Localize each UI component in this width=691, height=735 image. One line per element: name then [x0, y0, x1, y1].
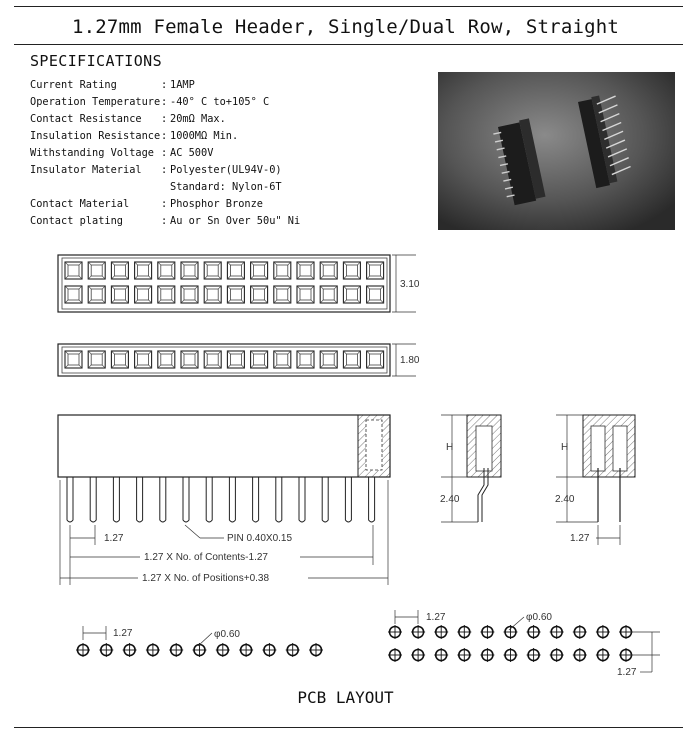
contact-cell	[135, 262, 152, 279]
contact-cell	[88, 286, 105, 303]
front-pin	[137, 477, 143, 522]
pcb-dual-hole-label: φ0.60	[526, 612, 552, 623]
pcb-hole	[434, 625, 448, 639]
dual-side-pitch-label: 1.27	[570, 533, 590, 544]
front-pin	[113, 477, 119, 522]
spec-colon: :	[161, 164, 168, 176]
contact-cell	[274, 262, 291, 279]
spec-label: Contact Resistance	[30, 113, 142, 125]
spec-value: 1000MΩ Min.	[170, 130, 239, 142]
pcb-hole	[527, 625, 541, 639]
single-row-top-view	[58, 344, 420, 376]
pcb-dual-pitch-label: 1.27	[426, 612, 446, 623]
front-pin	[369, 477, 375, 522]
spec-colon: :	[161, 147, 168, 159]
contact-cell	[320, 286, 337, 303]
pcb-hole	[123, 643, 137, 657]
front-pin	[206, 477, 212, 522]
pcb-hole	[99, 643, 113, 657]
contact-cell	[343, 351, 360, 368]
specifications-heading: SPECIFICATIONS	[30, 52, 163, 70]
page-title: 1.27mm Female Header, Single/Dual Row, Straight	[71, 16, 620, 38]
dual-side-tail-label: 2.40	[555, 494, 575, 505]
contact-cell	[367, 286, 384, 303]
side-view-single	[440, 415, 501, 522]
pcb-hole	[239, 643, 253, 657]
contact-cell	[320, 262, 337, 279]
contact-cell	[135, 351, 152, 368]
pcb-hole	[480, 625, 494, 639]
pcb-hole	[193, 643, 207, 657]
side-height-label: H	[446, 442, 454, 453]
front-pin	[322, 477, 328, 522]
spec-value: AC 500V	[170, 147, 214, 159]
pcb-hole	[596, 625, 610, 639]
pcb-hole	[527, 648, 541, 662]
contact-cell	[274, 286, 291, 303]
contact-cell	[297, 351, 314, 368]
pcb-hole	[596, 648, 610, 662]
contact-cell	[111, 351, 128, 368]
contact-cell	[88, 262, 105, 279]
pcb-hole	[76, 643, 90, 657]
contact-cell	[204, 286, 221, 303]
contact-cell	[343, 286, 360, 303]
contact-cell	[251, 351, 268, 368]
spec-label: Contact Material	[30, 198, 130, 210]
front-pin	[183, 477, 189, 522]
contact-cell	[181, 286, 198, 303]
pcb-hole	[411, 625, 425, 639]
pcb-hole	[216, 643, 230, 657]
contact-cell	[274, 351, 291, 368]
spec-value: Phosphor Bronze	[170, 198, 263, 210]
pcb-hole	[480, 648, 494, 662]
single-height-label: 1.80	[400, 355, 420, 366]
contact-cell	[135, 286, 152, 303]
pcb-single-hole-label: φ0.60	[214, 629, 240, 640]
front-pin	[253, 477, 259, 522]
pcb-hole	[504, 625, 518, 639]
contact-cell	[158, 351, 175, 368]
front-pin	[67, 477, 73, 522]
side-view-dual	[555, 415, 635, 545]
front-pin	[276, 477, 282, 522]
contact-cell	[181, 262, 198, 279]
pcb-hole	[504, 648, 518, 662]
contact-cell	[227, 286, 244, 303]
spec-colon: :	[161, 130, 168, 142]
contact-cell	[367, 351, 384, 368]
spec-label: Contact plating	[30, 215, 123, 227]
spec-label: Current Rating	[30, 79, 117, 91]
contact-cell	[204, 262, 221, 279]
pcb-row-spacing-label: 1.27	[617, 667, 637, 678]
spec-colon: :	[161, 113, 168, 125]
contact-cell	[367, 262, 384, 279]
spec-value: 1AMP	[170, 79, 195, 91]
pcb-hole	[573, 648, 587, 662]
contact-cell	[251, 262, 268, 279]
contact-cell	[111, 262, 128, 279]
pcb-single-pitch-label: 1.27	[113, 628, 133, 639]
pcb-hole	[262, 643, 276, 657]
contact-cell	[65, 286, 82, 303]
contact-cell	[111, 286, 128, 303]
dual-height-label: 3.10	[400, 279, 420, 290]
pcb-hole	[388, 625, 402, 639]
contact-cell	[343, 262, 360, 279]
contact-cell	[65, 262, 82, 279]
spec-colon: :	[161, 215, 168, 227]
spec-value: Au or Sn Over 50u" Ni	[170, 215, 301, 227]
pcb-hole	[388, 648, 402, 662]
pcb-hole	[550, 625, 564, 639]
front-pin	[160, 477, 166, 522]
spec-colon: :	[161, 79, 168, 91]
pcb-hole	[169, 643, 183, 657]
pcb-hole	[286, 643, 300, 657]
spec-colon: :	[161, 96, 168, 108]
front-pin	[345, 477, 351, 522]
front-pin	[90, 477, 96, 522]
spec-label: Insulator Material	[30, 164, 142, 176]
pcb-hole	[146, 643, 160, 657]
pcb-hole	[573, 625, 587, 639]
contact-cell	[181, 351, 198, 368]
pcb-layout-title: PCB LAYOUT	[297, 688, 394, 707]
contact-cell	[251, 286, 268, 303]
front-pitch-label: 1.27	[104, 533, 124, 544]
spec-value: -40° C to+105° C	[170, 96, 270, 108]
contact-cell	[320, 351, 337, 368]
contact-cell	[88, 351, 105, 368]
pcb-dual-row	[388, 610, 660, 678]
pcb-hole	[309, 643, 323, 657]
contact-cell	[65, 351, 82, 368]
spec-value: 20mΩ Max.	[170, 113, 226, 125]
pin-size-label: PIN 0.40X0.15	[227, 533, 293, 544]
front-pin	[299, 477, 305, 522]
contact-cell	[158, 286, 175, 303]
dual-side-height-label: H	[561, 442, 569, 453]
pcb-single-row	[76, 626, 323, 657]
side-tail-label: 2.40	[440, 494, 460, 505]
spec-label: Insulation Resistance	[30, 130, 161, 142]
contents-formula-label: 1.27 X No. of Contents-1.27	[144, 552, 268, 563]
contact-cell	[158, 262, 175, 279]
contact-cell	[297, 262, 314, 279]
contact-cell	[297, 286, 314, 303]
pcb-hole	[457, 625, 471, 639]
spec-value: Polyester(UL94V-0)	[170, 164, 282, 176]
contact-cell	[227, 262, 244, 279]
contact-cell	[204, 351, 221, 368]
pcb-hole	[457, 648, 471, 662]
dual-row-top-view	[58, 255, 420, 312]
spec-label: Withstanding Voltage	[30, 147, 154, 159]
spec-value: Standard: Nylon-6T	[170, 181, 282, 193]
front-view	[58, 415, 390, 585]
spec-label: Operation Temperature	[30, 96, 161, 108]
contact-cell	[227, 351, 244, 368]
bottom-border	[14, 727, 683, 728]
spec-colon: :	[161, 198, 168, 210]
positions-formula-label: 1.27 X No. of Positions+0.38	[142, 573, 270, 584]
pcb-hole	[411, 648, 425, 662]
pcb-hole	[434, 648, 448, 662]
front-pin	[229, 477, 235, 522]
pcb-hole	[550, 648, 564, 662]
